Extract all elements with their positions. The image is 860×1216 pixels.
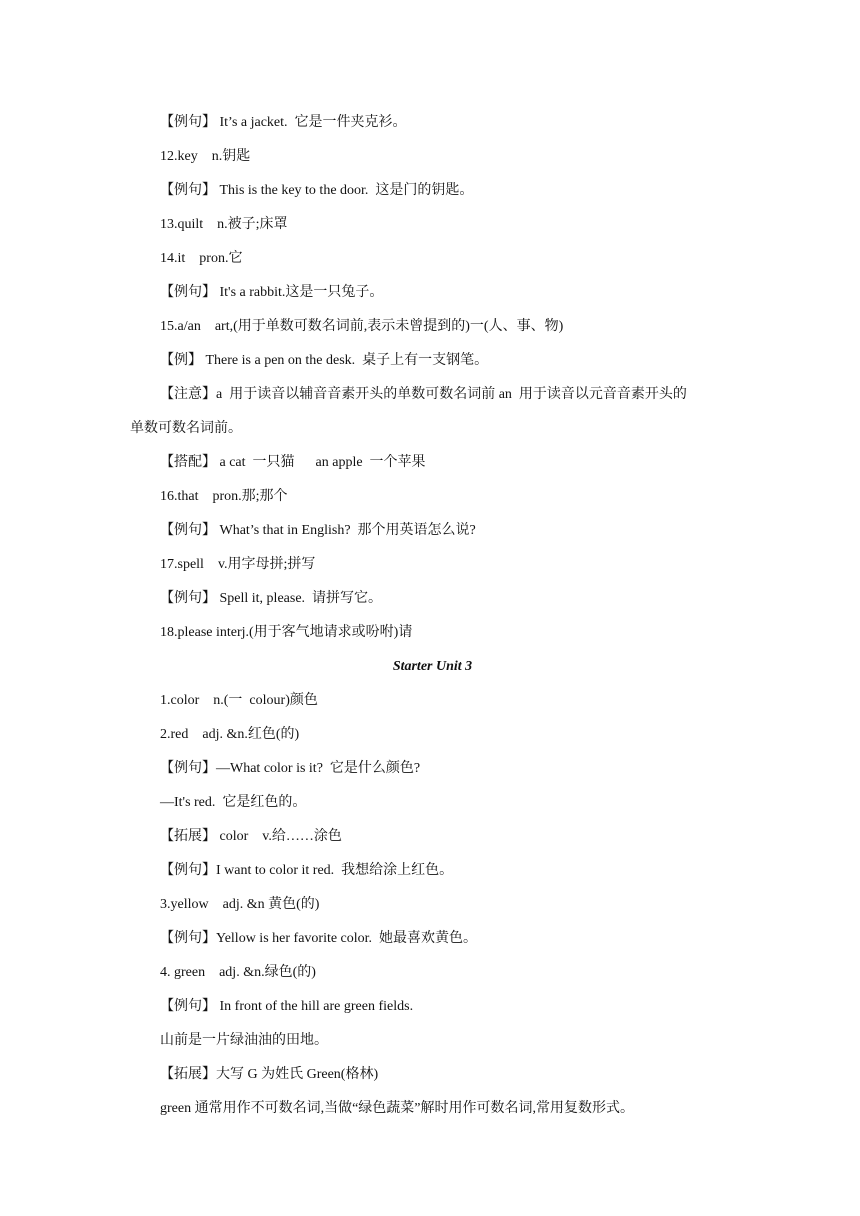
text-line: 12.key n.钥匙 <box>160 149 251 164</box>
text-line: 15.a/an art,(用于单数可数名词前,表示未曾提到的)一(人、事、物) <box>160 319 564 334</box>
text-line: 【例句】 What’s that in English? 那个用英语怎么说? <box>160 523 476 538</box>
text-line: green 通常用作不可数名词,当做“绿色蔬菜”解时用作可数名词,常用复数形式。 <box>160 1101 635 1116</box>
text-line: 4. green adj. &n.绿色(的) <box>160 965 316 980</box>
text-line: 2.red adj. &n.红色(的) <box>160 727 300 742</box>
text-line: 【例】 There is a pen on the desk. 桌子上有一支钢笔。 <box>160 353 489 368</box>
document-body <box>130 106 735 1126</box>
text-line: 【例句】 It's a rabbit.这是一只兔子。 <box>160 285 384 300</box>
text-line: 【例句】 Spell it, please. 请拼写它。 <box>160 591 383 606</box>
text-line: 1.color n.(一 colour)颜色 <box>160 693 318 708</box>
text-line: —It's red. 它是红色的。 <box>160 795 307 810</box>
text-line: 18.please interj.(用于客气地请求或吩咐)请 <box>160 625 413 640</box>
text-line: 【拓展】 color v.给……涂色 <box>160 829 342 844</box>
text-line: 【注意】a 用于读音以辅音音素开头的单数可数名词前 an 用于读音以元音音素开头的 <box>160 387 687 402</box>
text-line: 【搭配】 a cat 一只猫 an apple 一个苹果 <box>160 455 426 470</box>
text-line: 16.that pron.那;那个 <box>160 489 288 504</box>
text-line: 【例句】 This is the key to the door. 这是门的钥匙。 <box>160 183 474 198</box>
text-line: 17.spell v.用字母拼;拼写 <box>160 557 316 572</box>
text-line: 【例句】—What color is it? 它是什么颜色? <box>160 761 421 776</box>
text-line: 3.yellow adj. &n 黄色(的) <box>160 897 320 912</box>
text-line: 【例句】 In front of the hill are green fields. <box>160 999 414 1014</box>
text-line: 【拓展】大写 G 为姓氏 Green(格林) <box>160 1067 379 1082</box>
text-line: 【例句】Yellow is her favorite color. 她最喜欢黄色。 <box>160 931 478 946</box>
text-line: 单数可数名词前。 <box>130 421 242 436</box>
text-line: 【例句】 It’s a jacket. 它是一件夹克衫。 <box>160 115 407 130</box>
text-line: 13.quilt n.被子;床罩 <box>160 217 288 232</box>
section-heading: Starter Unit 3 <box>392 659 473 674</box>
text-line: 【例句】I want to color it red. 我想给涂上红色。 <box>160 863 454 878</box>
text-line: 山前是一片绿油油的田地。 <box>160 1033 328 1048</box>
text-line: 14.it pron.它 <box>160 251 243 266</box>
